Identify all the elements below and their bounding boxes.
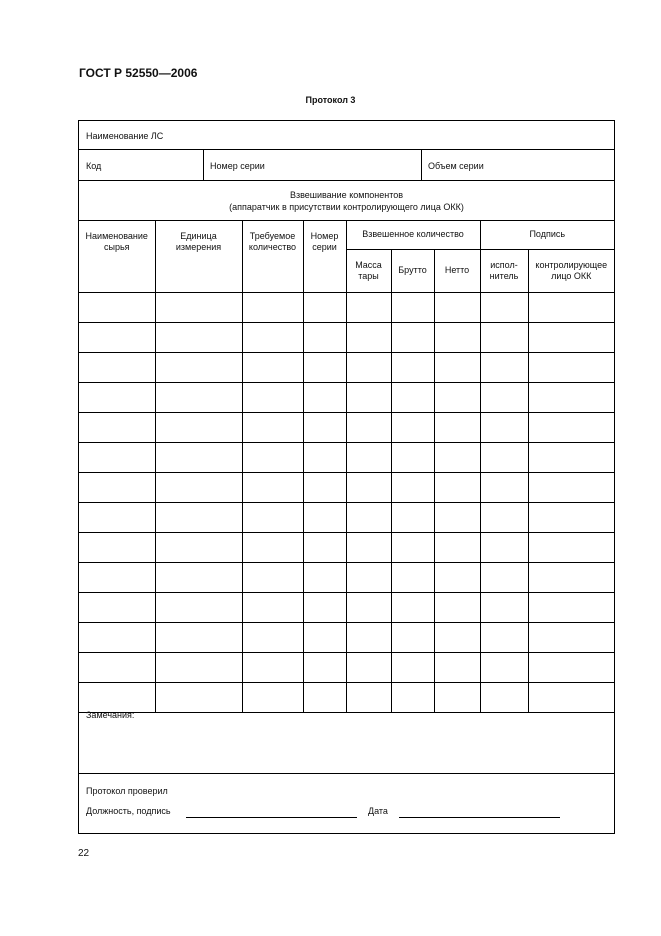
col-executor: испол- нитель xyxy=(480,249,528,292)
table-cell[interactable] xyxy=(528,532,614,562)
weighing-title: Взвешивание компонентов xyxy=(289,190,404,200)
col-controller: контролирующее лицо ОКК xyxy=(528,249,614,292)
page-number: 22 xyxy=(78,848,90,859)
table-cell[interactable] xyxy=(480,592,528,622)
table-cell[interactable] xyxy=(79,532,155,562)
protocol-title: Протокол 3 xyxy=(305,95,356,105)
table-cell[interactable] xyxy=(480,382,528,412)
col-gross: Брутто xyxy=(391,249,434,292)
table-cell[interactable] xyxy=(434,532,480,562)
table-row xyxy=(79,322,614,352)
table-cell[interactable] xyxy=(346,592,391,622)
table-cell[interactable] xyxy=(480,292,528,322)
table-cell[interactable] xyxy=(528,292,614,322)
table-row xyxy=(79,292,614,322)
table-cell[interactable] xyxy=(242,322,303,352)
table-cell[interactable] xyxy=(391,622,434,652)
table-cell[interactable] xyxy=(391,292,434,322)
table-cell[interactable] xyxy=(242,532,303,562)
table-cell[interactable] xyxy=(346,652,391,682)
table-row xyxy=(79,352,614,382)
weighing-header xyxy=(79,181,614,221)
table-cell[interactable] xyxy=(346,442,391,472)
table-cell[interactable] xyxy=(79,382,155,412)
table-cell[interactable] xyxy=(242,352,303,382)
table-cell[interactable] xyxy=(303,322,346,352)
table-cell[interactable] xyxy=(434,652,480,682)
protocol-form xyxy=(78,120,615,834)
remarks-label: Замечания: xyxy=(86,710,135,720)
table-cell[interactable] xyxy=(303,652,346,682)
table-cell[interactable] xyxy=(303,502,346,532)
table-cell[interactable] xyxy=(391,442,434,472)
table-row xyxy=(79,622,614,652)
table-cell[interactable] xyxy=(391,532,434,562)
table-cell[interactable] xyxy=(155,352,242,382)
table-cell[interactable] xyxy=(79,472,155,502)
document-header: ГОСТ Р 52550—2006 xyxy=(79,66,198,80)
table-cell[interactable] xyxy=(303,442,346,472)
table-cell[interactable] xyxy=(528,592,614,622)
table-cell[interactable] xyxy=(391,592,434,622)
table-cell[interactable] xyxy=(242,562,303,592)
col-unit: Единица измерения xyxy=(155,221,242,292)
table-row xyxy=(79,502,614,532)
position-signature-label: Должность, подпись xyxy=(86,806,171,816)
table-cell[interactable] xyxy=(528,622,614,652)
series-number-label: Номер серии xyxy=(210,161,265,171)
table-cell[interactable] xyxy=(434,622,480,652)
table-cell[interactable] xyxy=(434,382,480,412)
table-row xyxy=(79,412,614,442)
weighing-table xyxy=(79,221,614,713)
table-cell[interactable] xyxy=(242,622,303,652)
table-cell[interactable] xyxy=(79,322,155,352)
table-cell[interactable] xyxy=(480,532,528,562)
table-cell[interactable] xyxy=(346,472,391,502)
table-cell[interactable] xyxy=(303,562,346,592)
table-cell[interactable] xyxy=(79,562,155,592)
series-volume-label: Объем серии xyxy=(428,161,484,171)
table-cell[interactable] xyxy=(242,592,303,622)
table-cell[interactable] xyxy=(346,412,391,442)
table-cell[interactable] xyxy=(391,412,434,442)
table-cell[interactable] xyxy=(155,292,242,322)
table-cell[interactable] xyxy=(528,472,614,502)
table-cell[interactable] xyxy=(155,622,242,652)
table-cell[interactable] xyxy=(434,412,480,442)
table-cell[interactable] xyxy=(391,652,434,682)
table-cell[interactable] xyxy=(391,352,434,382)
checked-by-label: Протокол проверил xyxy=(86,786,168,796)
table-cell[interactable] xyxy=(79,502,155,532)
table-cell[interactable] xyxy=(242,652,303,682)
table-cell[interactable] xyxy=(155,652,242,682)
table-cell[interactable] xyxy=(434,592,480,622)
table-cell[interactable] xyxy=(480,562,528,592)
table-cell[interactable] xyxy=(303,472,346,502)
table-cell[interactable] xyxy=(480,322,528,352)
table-row xyxy=(79,382,614,412)
table-cell[interactable] xyxy=(434,502,480,532)
table-cell[interactable] xyxy=(155,412,242,442)
table-cell[interactable] xyxy=(391,502,434,532)
table-cell[interactable] xyxy=(434,472,480,502)
date-line[interactable] xyxy=(399,817,560,818)
table-cell[interactable] xyxy=(528,352,614,382)
table-cell[interactable] xyxy=(528,562,614,592)
table-row xyxy=(79,652,614,682)
date-label: Дата xyxy=(368,806,388,816)
table-cell[interactable] xyxy=(346,382,391,412)
table-cell[interactable] xyxy=(303,412,346,442)
table-row xyxy=(79,592,614,622)
table-cell[interactable] xyxy=(155,382,242,412)
code-label: Код xyxy=(86,161,102,171)
table-cell[interactable] xyxy=(303,352,346,382)
table-cell[interactable] xyxy=(480,412,528,442)
weighing-note: (аппаратчик в присутствии контролирующего лица ОКК) xyxy=(229,202,464,212)
table-cell[interactable] xyxy=(303,532,346,562)
table-cell[interactable] xyxy=(79,592,155,622)
table-cell[interactable] xyxy=(434,352,480,382)
table-cell[interactable] xyxy=(528,412,614,442)
table-cell[interactable] xyxy=(155,592,242,622)
table-cell[interactable] xyxy=(346,352,391,382)
meta-row xyxy=(79,150,614,181)
table-cell[interactable] xyxy=(242,442,303,472)
table-cell[interactable] xyxy=(434,292,480,322)
table-cell[interactable] xyxy=(303,292,346,322)
drug-name-row xyxy=(79,121,614,150)
col-tare: Масса тары xyxy=(346,249,391,292)
col-series: Номер серии xyxy=(303,221,346,292)
table-cell[interactable] xyxy=(79,412,155,442)
table-cell[interactable] xyxy=(346,622,391,652)
table-cell[interactable] xyxy=(480,652,528,682)
table-cell[interactable] xyxy=(242,502,303,532)
col-raw-name: Наименование сырья xyxy=(79,221,155,292)
remarks-section xyxy=(79,699,614,774)
table-cell[interactable] xyxy=(155,442,242,472)
verification-section xyxy=(79,774,614,833)
table-cell[interactable] xyxy=(528,652,614,682)
table-cell[interactable] xyxy=(434,442,480,472)
table-cell[interactable] xyxy=(346,322,391,352)
table-cell[interactable] xyxy=(528,382,614,412)
col-required: Требуемое количество xyxy=(242,221,303,292)
table-cell[interactable] xyxy=(242,412,303,442)
table-row xyxy=(79,532,614,562)
table-cell[interactable] xyxy=(391,562,434,592)
table-cell[interactable] xyxy=(155,502,242,532)
table-cell[interactable] xyxy=(242,292,303,322)
table-cell[interactable] xyxy=(346,532,391,562)
table-cell[interactable] xyxy=(434,562,480,592)
table-cell[interactable] xyxy=(480,352,528,382)
table-cell[interactable] xyxy=(79,292,155,322)
position-signature-line[interactable] xyxy=(186,817,357,818)
table-cell[interactable] xyxy=(391,382,434,412)
table-cell[interactable] xyxy=(155,532,242,562)
col-net: Нетто xyxy=(434,249,480,292)
table-cell[interactable] xyxy=(346,562,391,592)
table-cell[interactable] xyxy=(528,322,614,352)
table-cell[interactable] xyxy=(155,472,242,502)
table-cell[interactable] xyxy=(79,622,155,652)
table-cell[interactable] xyxy=(391,322,434,352)
table-cell[interactable] xyxy=(346,502,391,532)
table-cell[interactable] xyxy=(391,472,434,502)
table-cell[interactable] xyxy=(79,652,155,682)
table-cell[interactable] xyxy=(480,622,528,652)
table-cell[interactable] xyxy=(79,442,155,472)
table-row xyxy=(79,562,614,592)
col-weighed: Взвешенное количество xyxy=(346,221,480,249)
table-cell[interactable] xyxy=(242,382,303,412)
table-cell[interactable] xyxy=(480,442,528,472)
table-cell[interactable] xyxy=(528,442,614,472)
col-signature: Подпись xyxy=(480,221,614,249)
drug-name-label: Наименование ЛС xyxy=(86,131,164,141)
table-cell[interactable] xyxy=(155,562,242,592)
table-cell[interactable] xyxy=(480,502,528,532)
table-cell[interactable] xyxy=(303,622,346,652)
table-cell[interactable] xyxy=(303,592,346,622)
table-cell[interactable] xyxy=(79,352,155,382)
table-row xyxy=(79,442,614,472)
table-cell[interactable] xyxy=(480,472,528,502)
table-cell[interactable] xyxy=(303,382,346,412)
table-cell[interactable] xyxy=(434,322,480,352)
table-cell[interactable] xyxy=(346,292,391,322)
table-cell[interactable] xyxy=(528,502,614,532)
table-cell[interactable] xyxy=(242,472,303,502)
table-row xyxy=(79,472,614,502)
table-cell[interactable] xyxy=(155,322,242,352)
